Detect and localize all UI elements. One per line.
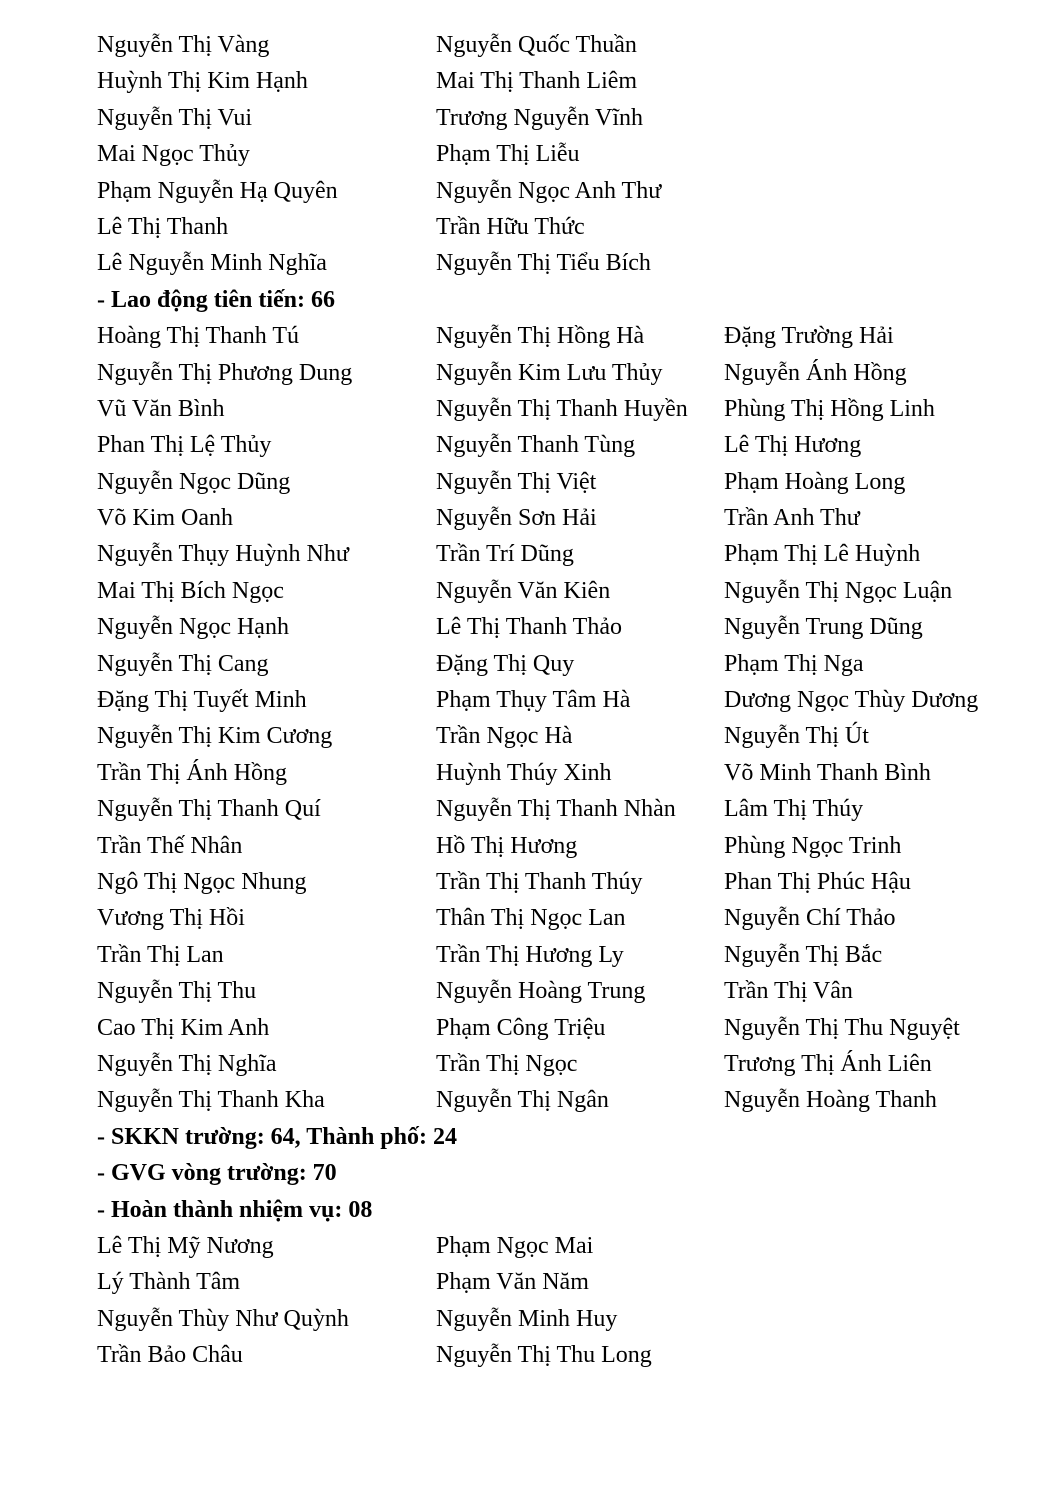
name-cell: Trần Thị Ánh Hồng bbox=[97, 759, 288, 786]
name-cell: Nguyễn Minh Huy bbox=[436, 1305, 618, 1332]
name-cell: Trần Hữu Thức bbox=[436, 213, 585, 240]
list-row bbox=[97, 209, 1037, 245]
name-cell: Trần Anh Thư bbox=[724, 505, 860, 532]
name-cell: Trần Trí Dũng bbox=[436, 541, 574, 568]
name-cell: Nguyễn Thị Nghĩa bbox=[97, 1050, 277, 1077]
name-cell: Phan Thị Lệ Thủy bbox=[97, 432, 272, 459]
list-row bbox=[97, 718, 1037, 754]
name-cell: Nguyễn Thị Vui bbox=[97, 104, 253, 131]
list-row bbox=[97, 864, 1037, 900]
name-cell: Mai Thị Thanh Liêm bbox=[436, 68, 638, 95]
name-cell: Phạm Hoàng Long bbox=[724, 468, 906, 495]
name-cell: Hồ Thị Hương bbox=[436, 832, 578, 859]
name-cell: Trương Thị Ánh Liên bbox=[724, 1050, 932, 1077]
name-cell: Dương Ngọc Thùy Dương bbox=[724, 687, 979, 714]
name-cell: Phan Thị Phúc Hậu bbox=[724, 868, 911, 895]
name-cell: Hoàng Thị Thanh Tú bbox=[97, 323, 299, 350]
name-cell: Trần Ngọc Hà bbox=[436, 723, 573, 750]
name-cell: Nguyễn Thị Vàng bbox=[97, 32, 270, 58]
list-row bbox=[97, 464, 1037, 500]
name-cell: Nguyễn Thị Thanh Nhàn bbox=[436, 796, 676, 823]
heading-hoan-thanh-nhiem-vu: - Hoàn thành nhiệm vụ: 08 bbox=[97, 1196, 373, 1223]
list-row bbox=[97, 1010, 1037, 1046]
name-cell: Trần Thị Vân bbox=[724, 978, 853, 1005]
heading-lao-dong-tien-tien: - Lao động tiên tiến: 66 bbox=[97, 286, 336, 313]
list-row bbox=[97, 355, 1037, 391]
list-row bbox=[97, 1264, 1037, 1300]
list-row bbox=[97, 500, 1037, 536]
heading-skkn: - SKKN trường: 64, Thành phố: 24 bbox=[97, 1123, 457, 1150]
name-cell: Võ Minh Thanh Bình bbox=[724, 759, 931, 786]
list-row bbox=[97, 173, 1037, 209]
name-cell: Nguyễn Thị Phương Dung bbox=[97, 359, 353, 386]
name-cell: Ngô Thị Ngọc Nhung bbox=[97, 868, 307, 895]
name-list-section-3 bbox=[97, 1228, 1037, 1374]
name-cell: Lê Thị Thanh Thảo bbox=[436, 614, 622, 641]
list-row bbox=[97, 27, 1037, 63]
name-cell: Nguyễn Thùy Như Quỳnh bbox=[97, 1305, 349, 1332]
name-cell: Nguyễn Quốc Thuần bbox=[436, 32, 637, 58]
name-cell: Nguyễn Thị Bắc bbox=[724, 941, 883, 968]
name-cell: Phạm Thị Lê Huỳnh bbox=[724, 541, 921, 568]
list-row bbox=[97, 682, 1037, 718]
name-cell: Nguyễn Thị Thu Nguyệt bbox=[724, 1014, 960, 1041]
list-row bbox=[97, 937, 1037, 973]
name-cell: Nguyễn Ngọc Hạnh bbox=[97, 614, 289, 641]
list-row bbox=[97, 427, 1037, 463]
name-cell: Nguyễn Ngọc Anh Thư bbox=[436, 177, 662, 204]
list-row bbox=[97, 646, 1037, 682]
list-row bbox=[97, 1228, 1037, 1264]
name-cell: Phạm Thị Liễu bbox=[436, 141, 580, 168]
name-cell: Nguyễn Thị Việt bbox=[436, 468, 597, 495]
name-cell: Lâm Thị Thúy bbox=[724, 796, 864, 823]
name-cell: Nguyễn Văn Kiên bbox=[436, 577, 611, 604]
list-row bbox=[97, 1046, 1037, 1082]
list-row bbox=[97, 318, 1037, 354]
name-cell: Phạm Nguyễn Hạ Quyên bbox=[97, 177, 338, 204]
name-cell: Nguyễn Thị Ngân bbox=[436, 1087, 609, 1114]
name-cell: Nguyễn Thụy Huỳnh Như bbox=[97, 541, 349, 568]
list-row bbox=[97, 391, 1037, 427]
name-cell: Vương Thị Hồi bbox=[97, 905, 245, 932]
list-row bbox=[97, 1337, 1037, 1373]
name-cell: Đặng Thị Tuyết Minh bbox=[97, 687, 307, 714]
name-cell: Nguyễn Thị Thanh Quí bbox=[97, 796, 321, 823]
name-cell: Lê Thị Mỹ Nương bbox=[97, 1232, 274, 1259]
name-cell: Phùng Thị Hồng Linh bbox=[724, 395, 935, 422]
name-cell: Nguyễn Thị Tiểu Bích bbox=[436, 250, 651, 277]
list-row bbox=[97, 828, 1037, 864]
list-row bbox=[97, 1082, 1037, 1118]
name-cell: Nguyễn Ngọc Dũng bbox=[97, 468, 291, 495]
name-cell: Nguyễn Thị Hồng Hà bbox=[436, 323, 645, 350]
name-cell: Trần Thế Nhân bbox=[97, 832, 243, 859]
name-cell: Thân Thị Ngọc Lan bbox=[436, 905, 626, 932]
name-cell: Nguyễn Chí Thảo bbox=[724, 905, 896, 932]
name-list-section-1 bbox=[97, 27, 1037, 282]
name-cell: Trần Thị Thanh Thúy bbox=[436, 868, 643, 895]
name-cell: Nguyễn Thị Út bbox=[724, 723, 869, 750]
name-cell: Lê Thị Hương bbox=[724, 432, 862, 459]
document-page bbox=[97, 27, 1037, 1373]
list-row bbox=[97, 573, 1037, 609]
name-cell: Phạm Thụy Tâm Hà bbox=[436, 687, 631, 714]
name-cell: Phạm Văn Năm bbox=[436, 1269, 589, 1296]
list-row bbox=[97, 609, 1037, 645]
name-cell: Nguyễn Thanh Tùng bbox=[436, 432, 636, 459]
name-cell: Nguyễn Hoàng Trung bbox=[436, 978, 646, 1005]
name-cell: Trần Thị Hương Ly bbox=[436, 941, 624, 968]
list-row bbox=[97, 1301, 1037, 1337]
name-list-section-2 bbox=[97, 318, 1037, 1119]
name-cell: Đặng Trường Hải bbox=[724, 323, 894, 350]
list-row bbox=[97, 245, 1037, 281]
name-cell: Phạm Ngọc Mai bbox=[436, 1232, 594, 1259]
name-cell: Trần Bảo Châu bbox=[97, 1342, 243, 1369]
name-cell: Trần Thị Lan bbox=[97, 941, 224, 968]
name-cell: Huỳnh Thị Kim Hạnh bbox=[97, 68, 308, 95]
name-cell: Nguyễn Thị Thu bbox=[97, 978, 257, 1005]
name-cell: Nguyễn Thị Kim Cương bbox=[97, 723, 333, 750]
name-cell: Phạm Công Triệu bbox=[436, 1014, 606, 1041]
name-cell: Nguyễn Thị Cang bbox=[97, 650, 269, 677]
name-cell: Nguyễn Thị Thu Long bbox=[436, 1342, 652, 1369]
name-cell: Nguyễn Sơn Hải bbox=[436, 505, 597, 532]
name-cell: Võ Kim Oanh bbox=[97, 505, 233, 532]
name-cell: Đặng Thị Quy bbox=[436, 650, 575, 677]
name-cell: Mai Ngọc Thủy bbox=[97, 141, 250, 168]
name-cell: Nguyễn Hoàng Thanh bbox=[724, 1087, 937, 1114]
name-cell: Vũ Văn Bình bbox=[97, 395, 225, 422]
name-cell: Nguyễn Thị Thanh Kha bbox=[97, 1087, 325, 1114]
name-cell: Nguyễn Trung Dũng bbox=[724, 614, 923, 641]
list-row bbox=[97, 136, 1037, 172]
name-cell: Cao Thị Kim Anh bbox=[97, 1014, 270, 1041]
name-cell: Lý Thành Tâm bbox=[97, 1269, 241, 1296]
name-cell: Lê Thị Thanh bbox=[97, 213, 229, 240]
list-row bbox=[97, 973, 1037, 1009]
name-cell: Nguyễn Kim Lưu Thủy bbox=[436, 359, 663, 386]
heading-gvg: - GVG vòng trường: 70 bbox=[97, 1160, 337, 1187]
name-cell: Mai Thị Bích Ngọc bbox=[97, 577, 284, 604]
name-cell: Phùng Ngọc Trinh bbox=[724, 832, 902, 859]
list-row bbox=[97, 791, 1037, 827]
list-row bbox=[97, 755, 1037, 791]
name-cell: Huỳnh Thúy Xinh bbox=[436, 759, 612, 786]
name-cell: Phạm Thị Nga bbox=[724, 650, 864, 677]
list-row bbox=[97, 900, 1037, 936]
name-cell: Nguyễn Thị Thanh Huyền bbox=[436, 395, 688, 422]
name-cell: Nguyễn Thị Ngọc Luận bbox=[724, 577, 953, 604]
name-cell: Trương Nguyễn Vĩnh bbox=[436, 104, 644, 131]
list-row bbox=[97, 536, 1037, 572]
name-cell: Nguyễn Ánh Hồng bbox=[724, 359, 907, 386]
name-cell: Trần Thị Ngọc bbox=[436, 1050, 578, 1077]
list-row bbox=[97, 100, 1037, 136]
name-cell: Lê Nguyễn Minh Nghĩa bbox=[97, 250, 327, 277]
list-row bbox=[97, 63, 1037, 99]
